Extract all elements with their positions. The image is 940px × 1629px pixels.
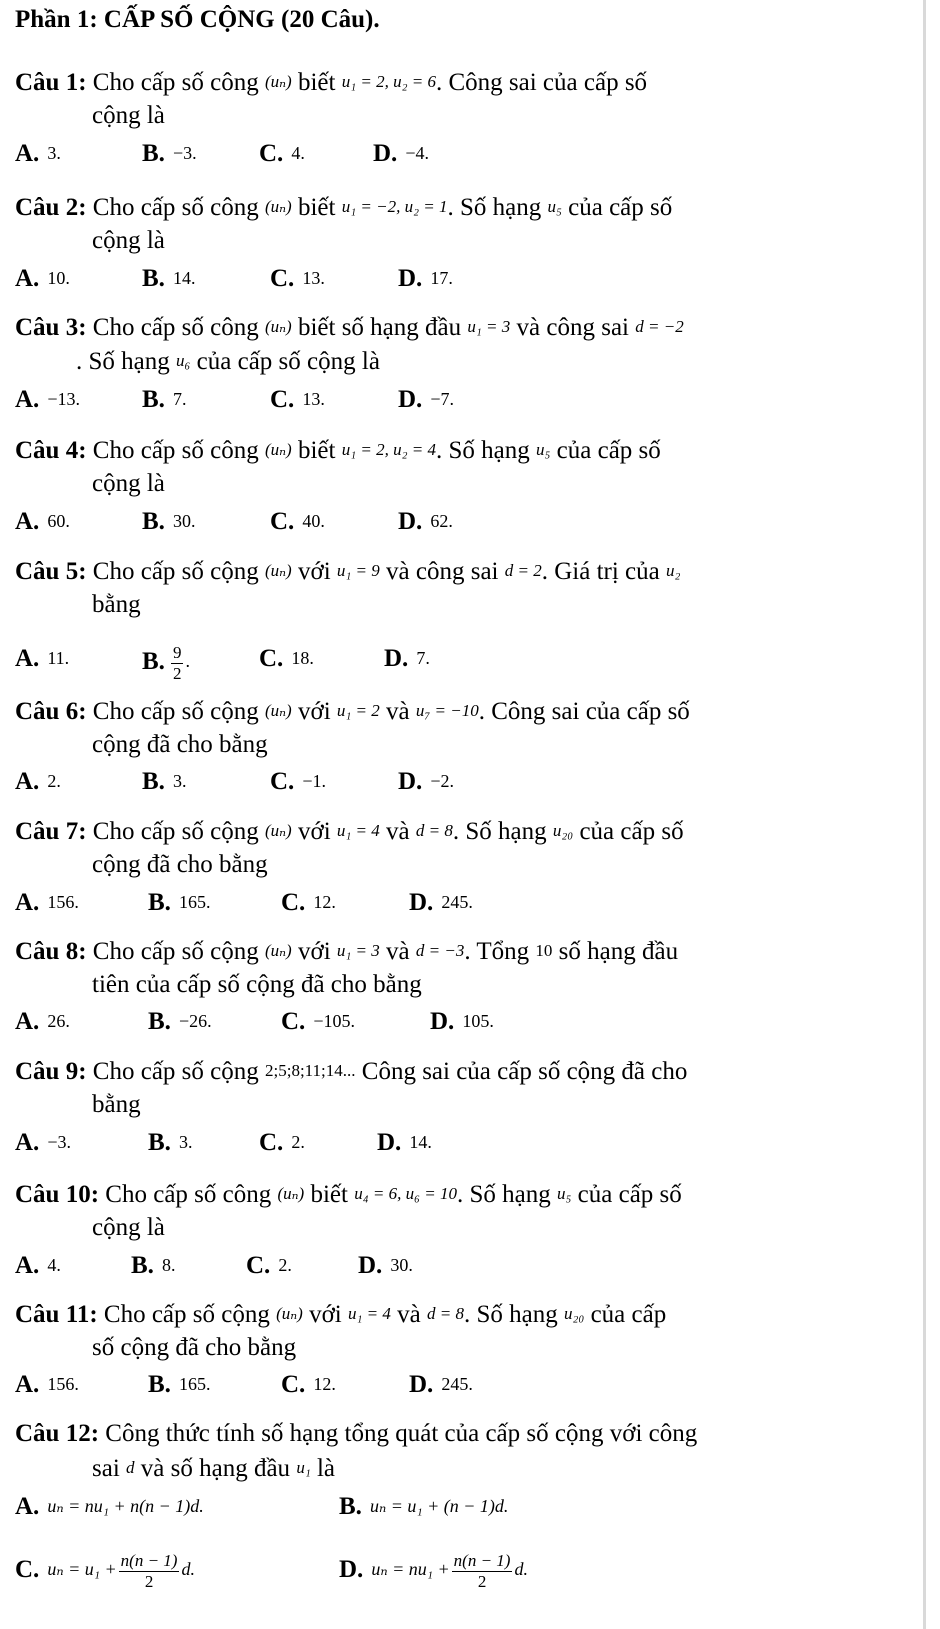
option-d[interactable]	[384, 643, 430, 674]
option-a[interactable]	[15, 384, 80, 415]
question-text: số cộng đã cho bằng	[92, 1334, 297, 1361]
option-label: B.	[148, 1008, 171, 1035]
math-expr: d = −2	[635, 317, 684, 336]
option-label: B.	[142, 265, 165, 292]
question-text: biết	[297, 194, 336, 221]
question-text: với	[309, 1301, 342, 1328]
math-expr: u₁ = 2	[336, 701, 380, 720]
math-expr: (uₙ)	[265, 197, 292, 216]
fraction-numerator: 9	[172, 643, 182, 662]
question-text: . Số hạng	[463, 1301, 558, 1328]
option-value: 60.	[47, 511, 70, 531]
option-label: D.	[398, 386, 423, 413]
option-label: D.	[430, 1008, 455, 1035]
option-label: C.	[259, 140, 284, 167]
option-label: D.	[398, 265, 423, 292]
option-value: 26.	[47, 1011, 70, 1031]
option-label: D.	[373, 140, 398, 167]
question-text: . Tổng	[464, 938, 530, 965]
math-expr: u₅	[547, 197, 562, 216]
option-value: −3.	[47, 1132, 71, 1152]
question-text: Cho cấp số cộng	[92, 938, 259, 965]
option-label: C.	[246, 1252, 271, 1279]
option-b[interactable]	[142, 138, 197, 169]
option-label: B.	[142, 648, 165, 676]
option-value: 4.	[291, 143, 305, 163]
option-value: 17.	[430, 268, 453, 288]
option-value: 12.	[313, 892, 336, 912]
math-expr: (uₙ)	[276, 1304, 303, 1323]
option-value: uₙ = nu₁ +	[371, 1559, 450, 1580]
question-label: Câu 10:	[15, 1181, 100, 1208]
section-heading: Phần 1: CẤP SỐ CỘNG (20 Câu).	[15, 6, 380, 33]
question-text: Cho cấp số công	[105, 1181, 272, 1208]
option-label: A.	[15, 1371, 40, 1398]
option-value: 156.	[47, 892, 79, 912]
fraction-numerator: n(n − 1)	[120, 1551, 178, 1570]
option-value: 2.	[47, 771, 61, 791]
option-c[interactable]	[246, 1250, 292, 1281]
option-b[interactable]	[339, 1491, 508, 1522]
option-label: A.	[15, 1129, 40, 1156]
option-c[interactable]	[270, 263, 325, 294]
option-value: 7.	[416, 648, 430, 668]
question-12-cont	[92, 1453, 335, 1484]
math-expr: (uₙ)	[265, 821, 292, 840]
option-d[interactable]	[398, 384, 454, 415]
option-label: D.	[339, 1556, 364, 1584]
option-label: B.	[142, 140, 165, 167]
math-expr: u₇ = −10	[415, 701, 479, 720]
option-d[interactable]	[398, 766, 454, 797]
math-expr: d	[126, 1458, 135, 1477]
option-label: D.	[409, 889, 434, 916]
option-c[interactable]	[270, 766, 326, 797]
option-label: B.	[339, 1493, 362, 1520]
math-expr: u₁	[296, 1458, 311, 1477]
question-text: của cấp số cộng là	[196, 348, 380, 375]
question-text: của cấp số	[568, 194, 673, 221]
option-value: 14.	[172, 268, 196, 288]
question-label: Câu 7:	[15, 818, 87, 845]
option-value: 11.	[47, 648, 70, 668]
option-value: 245.	[441, 892, 473, 912]
question-text: Cho cấp số cộng	[103, 1301, 270, 1328]
option-label: C.	[281, 889, 306, 916]
question-text: với	[297, 938, 331, 965]
question-text: . Số hạng	[447, 194, 542, 221]
option-label: B.	[148, 1371, 171, 1398]
question-label: Câu 3:	[15, 314, 87, 341]
option-label: B.	[142, 508, 165, 535]
question-7	[15, 816, 684, 847]
option-value-suffix: d.	[181, 1559, 195, 1580]
option-value: 105.	[462, 1011, 494, 1031]
question-text: của cấp	[590, 1301, 667, 1328]
option-value: 3.	[47, 143, 61, 163]
option-value: 13.	[302, 389, 325, 409]
question-text: biết số hạng đầu	[297, 314, 462, 341]
option-label: A.	[15, 386, 40, 413]
fraction-denominator: 2	[477, 1572, 487, 1591]
option-c[interactable]	[259, 643, 314, 674]
math-expr: u₁ = 2, u₂ = 6	[341, 72, 436, 91]
math-expr: u₂₀	[563, 1304, 585, 1323]
option-label: A.	[15, 508, 40, 535]
option-value: 2.	[291, 1132, 305, 1152]
option-d[interactable]	[398, 506, 453, 537]
option-value: 12.	[313, 1374, 336, 1394]
option-value: 18.	[291, 648, 314, 668]
question-text: biết	[297, 437, 336, 464]
option-value: −7.	[430, 389, 454, 409]
option-value: −1.	[302, 771, 326, 791]
question-text: của cấp số	[556, 437, 661, 464]
fraction	[171, 643, 184, 684]
question-label: Câu 11:	[15, 1301, 98, 1328]
option-a[interactable]	[15, 887, 79, 918]
option-d[interactable]	[358, 1250, 413, 1281]
question-text: và	[386, 698, 410, 725]
option-value: 30.	[172, 511, 196, 531]
option-value: 3.	[178, 1132, 193, 1152]
math-expr: 2;5;8;11;14...	[265, 1061, 356, 1080]
question-label: Câu 6:	[15, 698, 87, 725]
option-c[interactable]	[281, 887, 336, 918]
question-text: cộng là	[92, 470, 165, 497]
question-label: Câu 1:	[15, 69, 87, 96]
option-value-suffix: d.	[514, 1559, 528, 1580]
question-text: Công sai của cấp số cộng đã cho	[361, 1058, 688, 1085]
option-c[interactable]	[270, 506, 325, 537]
option-c[interactable]	[281, 1369, 336, 1400]
question-text: cộng là	[92, 102, 165, 129]
option-b[interactable]	[142, 263, 195, 294]
question-8	[15, 936, 678, 967]
option-label: A.	[15, 1008, 40, 1035]
question-text: cộng đã cho bằng	[92, 851, 268, 878]
option-value: 14.	[409, 1132, 432, 1152]
fraction	[452, 1551, 513, 1592]
option-value: 156.	[47, 1374, 79, 1394]
question-text: của cấp số	[579, 818, 684, 845]
option-label: A.	[15, 645, 40, 672]
math-expr: d = −3	[415, 941, 465, 960]
option-value: 3.	[172, 771, 187, 791]
question-text: sai	[92, 1455, 120, 1482]
math-expr: (uₙ)	[265, 317, 292, 336]
option-label: A.	[15, 1493, 40, 1520]
question-6	[15, 696, 690, 727]
math-expr: u₁ = 9	[336, 561, 380, 580]
option-value: 7.	[172, 389, 187, 409]
question-text: Cho cấp số cộng	[92, 818, 259, 845]
option-label: A.	[15, 1252, 40, 1279]
option-value: 8.	[161, 1255, 176, 1275]
option-label: C.	[281, 1008, 306, 1035]
option-a[interactable]	[15, 643, 69, 674]
option-label: C.	[270, 768, 295, 795]
option-value: 62.	[430, 511, 453, 531]
question-text: biết	[310, 1181, 348, 1208]
question-label: Câu 4:	[15, 437, 87, 464]
option-value: −105.	[313, 1011, 355, 1031]
option-value: uₙ = u₁ +	[47, 1559, 117, 1580]
option-b[interactable]	[148, 1006, 212, 1037]
question-text: cộng là	[92, 1214, 165, 1241]
option-value: .	[185, 651, 190, 672]
option-c[interactable]	[259, 138, 305, 169]
option-a[interactable]	[15, 766, 61, 797]
question-label: Câu 5:	[15, 558, 87, 585]
option-c[interactable]	[281, 1006, 355, 1037]
question-text: với	[297, 818, 331, 845]
question-text: với	[297, 558, 331, 585]
option-a[interactable]	[15, 1006, 70, 1037]
option-value: 2.	[278, 1255, 292, 1275]
option-a[interactable]	[15, 1369, 79, 1400]
option-label: A.	[15, 889, 40, 916]
option-value: −4.	[405, 143, 429, 163]
math-expr: (uₙ)	[265, 440, 292, 459]
math-expr: (uₙ)	[277, 1184, 305, 1203]
option-label: A.	[15, 265, 40, 292]
question-label: Câu 12:	[15, 1420, 100, 1447]
option-label: B.	[148, 1129, 171, 1156]
question-text: số hạng đầu	[558, 938, 679, 965]
question-text: Cho cấp số công	[92, 314, 259, 341]
question-text: Cho cấp số công	[92, 194, 259, 221]
option-value: 165.	[178, 1374, 211, 1394]
question-text: Cho cấp số cộng	[92, 1058, 259, 1085]
option-a[interactable]	[15, 138, 61, 169]
math-expr: (uₙ)	[265, 701, 292, 720]
question-text: biết	[297, 69, 336, 96]
question-text: Cho cấp số công	[92, 69, 259, 96]
option-value: 40.	[302, 511, 325, 531]
question-text: và	[397, 1301, 421, 1328]
math-expr: u₁ = 2, u₂ = 4	[341, 440, 436, 459]
option-label: B.	[131, 1252, 154, 1279]
question-text: . Số hạng	[456, 1181, 551, 1208]
option-label: C.	[259, 1129, 284, 1156]
option-value: −3.	[172, 143, 197, 163]
option-label: B.	[142, 768, 165, 795]
question-9	[15, 1056, 687, 1087]
question-label: Câu 9:	[15, 1058, 87, 1085]
question-11	[15, 1299, 666, 1330]
option-label: C.	[270, 508, 295, 535]
question-3-cont	[76, 346, 380, 377]
question-text: . Số hạng	[452, 818, 547, 845]
option-value: 4.	[47, 1255, 61, 1275]
option-label: D.	[377, 1129, 402, 1156]
option-label: B.	[142, 386, 165, 413]
question-text: và số hạng đầu	[140, 1455, 291, 1482]
question-text: Cho cấp số cộng	[92, 558, 259, 585]
option-d[interactable]	[373, 138, 429, 169]
question-text: của cấp số	[577, 1181, 682, 1208]
question-text: và	[386, 938, 410, 965]
question-text: Cho cấp số công	[92, 437, 259, 464]
option-b[interactable]	[142, 766, 186, 797]
option-value: uₙ = u₁ + (n − 1)d.	[369, 1496, 509, 1516]
math-expr: u₆	[176, 351, 191, 370]
option-b[interactable]	[148, 887, 210, 918]
option-d[interactable]	[409, 1369, 473, 1400]
option-value: 30.	[390, 1255, 413, 1275]
option-b[interactable]	[148, 1127, 192, 1158]
question-text: với	[297, 698, 331, 725]
math-expr: u₁ = −2, u₂ = 1	[341, 197, 448, 216]
option-value: 245.	[441, 1374, 473, 1394]
question-text: bằng	[92, 1091, 141, 1118]
option-a[interactable]	[15, 1491, 204, 1522]
math-expr: d = 8	[427, 1304, 464, 1323]
math-expr: u₂	[666, 561, 681, 580]
option-label: D.	[384, 645, 409, 672]
math-expr: u₅	[535, 440, 551, 459]
option-c[interactable]	[15, 1551, 195, 1592]
question-text: . Công sai của cấp số	[435, 69, 648, 96]
page-edge	[923, 0, 926, 1629]
option-label: C.	[281, 1371, 306, 1398]
option-b[interactable]	[131, 1250, 175, 1281]
fraction-denominator: 2	[144, 1572, 154, 1591]
option-label: C.	[15, 1556, 40, 1584]
option-d[interactable]	[339, 1551, 528, 1592]
math-expr: d = 8	[415, 821, 453, 840]
question-text: . Số hạng	[76, 348, 170, 375]
option-c[interactable]	[270, 384, 325, 415]
option-label: D.	[409, 1371, 434, 1398]
option-d[interactable]	[377, 1127, 432, 1158]
option-label: D.	[358, 1252, 383, 1279]
question-text: bằng	[92, 591, 141, 618]
option-label: A.	[15, 768, 40, 795]
question-2	[15, 192, 672, 223]
math-expr: d = 2	[504, 561, 542, 580]
math-expr: u₁ = 4	[336, 821, 380, 840]
math-expr: u₁ = 3	[336, 941, 380, 960]
option-a[interactable]	[15, 1127, 71, 1158]
option-value: 165.	[178, 892, 211, 912]
question-12	[15, 1419, 697, 1449]
option-b[interactable]	[142, 506, 195, 537]
option-label: A.	[15, 140, 40, 167]
question-5	[15, 556, 680, 587]
math-expr: u₄ = 6, u₆ = 10	[354, 1184, 457, 1203]
question-text: Cho cấp số cộng	[92, 698, 259, 725]
question-text: cộng là	[92, 227, 165, 254]
question-10	[15, 1179, 682, 1210]
question-text: Công thức tính số hạng tổng quát của cấp số cộng với công	[105, 1420, 698, 1447]
question-text: và công sai	[516, 314, 629, 341]
option-c[interactable]	[259, 1127, 305, 1158]
option-value: uₙ = nu₁ + n(n − 1)d.	[47, 1496, 204, 1516]
option-label: C.	[259, 645, 284, 672]
option-b[interactable]	[142, 643, 190, 684]
option-value: 10.	[47, 268, 70, 288]
question-text: và công sai	[386, 558, 499, 585]
math-expr: u₁ = 3	[467, 317, 511, 336]
option-d[interactable]	[409, 887, 473, 918]
fraction-numerator: n(n − 1)	[453, 1551, 511, 1570]
math-expr: 10	[535, 941, 553, 960]
fraction-denominator: 2	[172, 664, 182, 683]
option-b[interactable]	[142, 384, 186, 415]
option-label: D.	[398, 768, 423, 795]
option-label: C.	[270, 265, 295, 292]
option-value: −2.	[430, 771, 454, 791]
question-3	[15, 312, 684, 343]
option-a[interactable]	[15, 263, 70, 294]
math-expr: (uₙ)	[265, 72, 292, 91]
option-d[interactable]	[430, 1006, 494, 1037]
option-label: B.	[148, 889, 171, 916]
question-text: cộng đã cho bằng	[92, 731, 268, 758]
question-label: Câu 2:	[15, 194, 87, 221]
option-label: C.	[270, 386, 295, 413]
question-text: . Giá trị của	[541, 558, 660, 585]
question-text: . Số hạng	[435, 437, 530, 464]
option-a[interactable]	[15, 506, 70, 537]
question-label: Câu 8:	[15, 938, 87, 965]
fraction	[119, 1551, 180, 1592]
math-expr: u₁ = 4	[348, 1304, 391, 1323]
option-label: D.	[398, 508, 423, 535]
question-text: . Công sai của cấp số	[478, 698, 690, 725]
option-value: −13.	[47, 389, 80, 409]
question-4	[15, 435, 661, 466]
question-text: và	[386, 818, 410, 845]
question-1	[15, 67, 647, 98]
question-text: là	[316, 1455, 336, 1482]
option-value: 13.	[302, 268, 325, 288]
option-b[interactable]	[148, 1369, 210, 1400]
option-a[interactable]	[15, 1250, 61, 1281]
option-value: −26.	[178, 1011, 212, 1031]
question-text: tiên của cấp số cộng đã cho bằng	[92, 971, 422, 998]
option-d[interactable]	[398, 263, 453, 294]
math-expr: u₂₀	[552, 821, 574, 840]
math-expr: (uₙ)	[265, 941, 292, 960]
math-expr: (uₙ)	[265, 561, 292, 580]
math-expr: u₅	[556, 1184, 572, 1203]
